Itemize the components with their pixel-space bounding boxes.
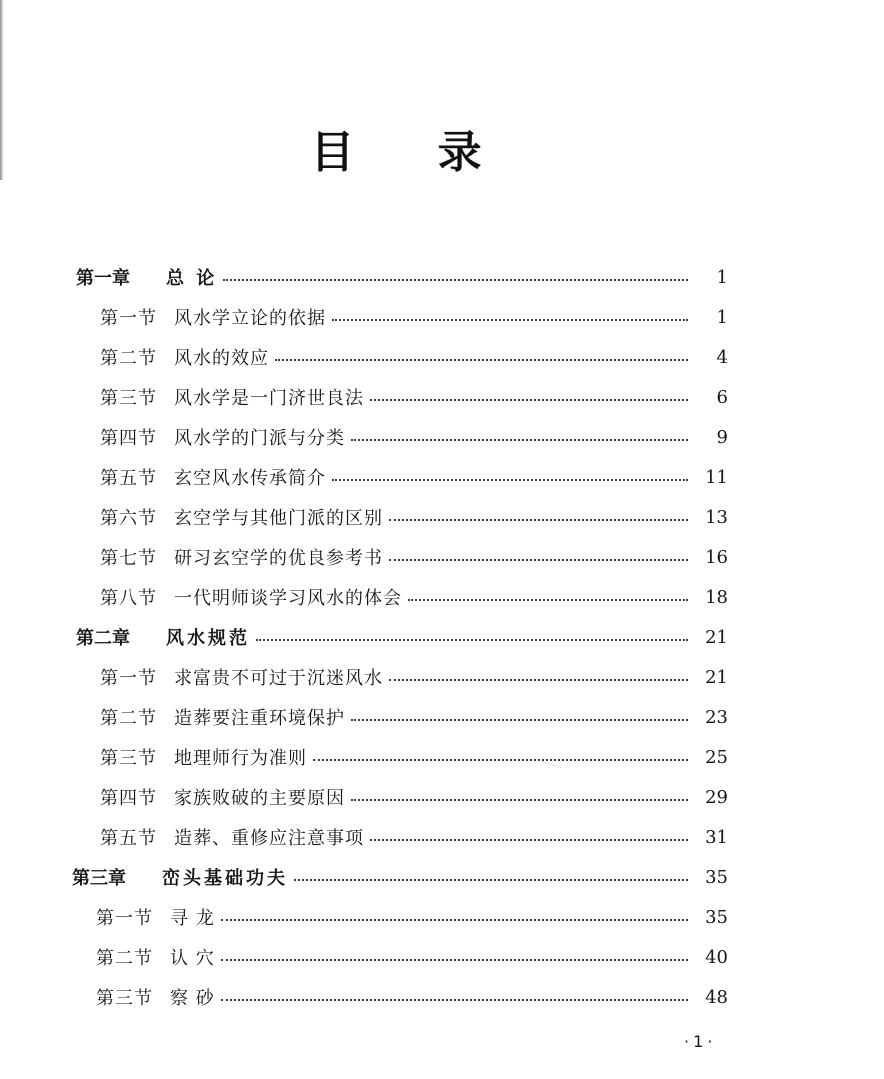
section-number: 第一节 [96, 908, 153, 929]
toc-section-row [100, 580, 728, 614]
section-title: 求富贵不可过于沉迷风水 [174, 668, 383, 689]
section-title: 风水学是一门济世良法 [174, 388, 364, 409]
section-title: 造葬要注重环境保护 [174, 708, 345, 729]
section-title: 玄空风水传承简介 [174, 468, 326, 489]
page-number: 1 [716, 266, 728, 288]
page-number: 4 [716, 346, 728, 368]
section-number: 第三节 [100, 388, 157, 409]
toc-section-row [100, 780, 728, 814]
section-number: 第一节 [100, 668, 157, 689]
dot-leader [275, 359, 688, 361]
section-number: 第六节 [100, 508, 157, 529]
dot-leader [332, 479, 688, 481]
chapter-number: 第二章 [76, 628, 130, 649]
chapter-number: 第一章 [76, 268, 130, 289]
toc-section-row [100, 500, 728, 534]
dot-leader [313, 759, 688, 761]
section-number: 第三节 [100, 748, 157, 769]
page-number: 35 [705, 906, 728, 928]
section-number: 第八节 [100, 588, 157, 609]
dot-leader [389, 519, 688, 521]
section-title: 研习玄空学的优良参考书 [174, 548, 383, 569]
toc-chapter-row [76, 260, 728, 294]
section-number: 第七节 [100, 548, 157, 569]
section-number: 第一节 [100, 308, 157, 329]
dot-leader [332, 319, 688, 321]
dot-leader [223, 279, 688, 281]
section-title: 风水学立论的依据 [174, 308, 326, 329]
section-number: 第四节 [100, 428, 157, 449]
section-title: 寻 龙 [170, 908, 215, 929]
page-number: 6 [716, 386, 728, 408]
page-number: 16 [705, 546, 728, 568]
toc-section-row [100, 380, 728, 414]
toc-section-row [100, 420, 728, 454]
page-folio: ·1· [684, 1032, 717, 1051]
section-title: 造葬、重修应注意事项 [174, 828, 364, 849]
toc-section-row [100, 340, 728, 374]
dot-leader [389, 679, 688, 681]
section-number: 第四节 [100, 788, 157, 809]
page-number: 31 [705, 826, 728, 848]
section-title: 察 砂 [170, 988, 215, 1009]
dot-leader [389, 559, 688, 561]
section-title: 风水学的门派与分类 [174, 428, 345, 449]
section-number: 第五节 [100, 828, 157, 849]
page-number: 25 [705, 746, 728, 768]
dot-leader [294, 879, 688, 881]
page-number: 48 [705, 986, 728, 1008]
toc-section-row [100, 660, 728, 694]
page-number: 13 [705, 506, 728, 528]
page-number: 9 [716, 426, 728, 448]
section-title: 认 穴 [170, 948, 215, 969]
page-number: 21 [705, 666, 728, 688]
page-number: 23 [705, 706, 728, 728]
chapter-title: 总 论 [166, 268, 218, 289]
section-title: 家族败破的主要原因 [174, 788, 345, 809]
page-number: 1 [716, 306, 728, 328]
toc-section-row [100, 300, 728, 334]
page-number: 18 [705, 586, 728, 608]
page-number: 21 [705, 626, 728, 648]
toc-section-row [96, 900, 728, 934]
dot-leader [256, 639, 688, 641]
dot-leader [351, 439, 688, 441]
toc-section-row [100, 820, 728, 854]
toc-section-row [100, 700, 728, 734]
dot-leader [351, 719, 688, 721]
chapter-number: 第三章 [72, 868, 126, 889]
section-title: 风水的效应 [174, 348, 269, 369]
chapter-title: 峦头基础功夫 [162, 868, 288, 889]
section-title: 玄空学与其他门派的区别 [174, 508, 383, 529]
page-title: 目 录 [310, 127, 516, 178]
page-number: 11 [705, 466, 728, 488]
toc-chapter-row [72, 860, 728, 894]
section-number: 第二节 [100, 708, 157, 729]
section-title: 一代明师谈学习风水的体会 [174, 588, 402, 609]
toc-section-row [100, 540, 728, 574]
dot-leader [370, 839, 688, 841]
dot-leader [221, 959, 688, 961]
dot-leader [370, 399, 688, 401]
section-number: 第二节 [96, 948, 153, 969]
toc-section-row [96, 980, 728, 1014]
section-number: 第三节 [96, 988, 153, 1009]
toc-chapter-row [76, 620, 728, 654]
toc-section-row [96, 940, 728, 974]
chapter-title: 风水规范 [166, 628, 250, 649]
page-number: 29 [705, 786, 728, 808]
toc-section-row [100, 740, 728, 774]
dot-leader [408, 599, 688, 601]
section-title: 地理师行为准则 [174, 748, 307, 769]
section-number: 第五节 [100, 468, 157, 489]
page-number: 35 [705, 866, 728, 888]
dot-leader [221, 999, 688, 1001]
dot-leader [221, 919, 688, 921]
dot-leader [351, 799, 688, 801]
section-number: 第二节 [100, 348, 157, 369]
toc-section-row [100, 460, 728, 494]
page-number: 40 [705, 946, 728, 968]
